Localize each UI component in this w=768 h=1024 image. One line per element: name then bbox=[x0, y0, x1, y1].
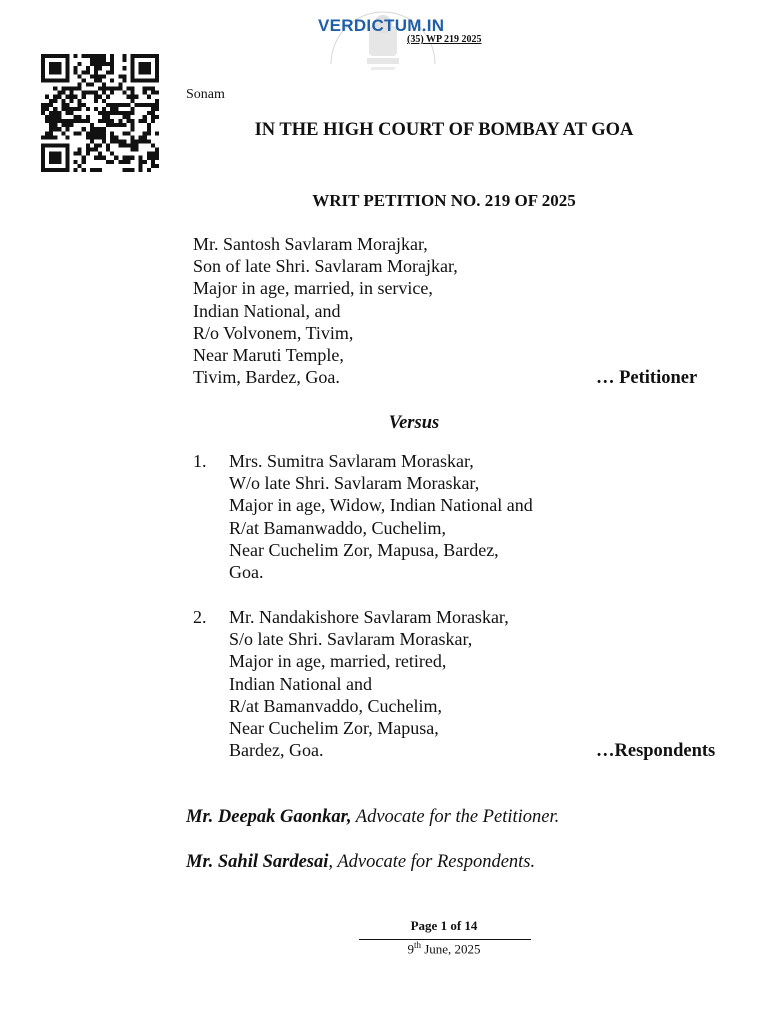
petitioner-line: Indian National, and bbox=[193, 300, 341, 321]
page-indicator bbox=[0, 918, 768, 934]
respondent-line: Indian National and bbox=[229, 673, 372, 694]
petitioner-line: Mr. Santosh Savlaram Morajkar, bbox=[193, 234, 428, 254]
respondent-advocate bbox=[186, 852, 535, 873]
petitioner-line: R/o Volvonem, Tivim, bbox=[193, 322, 354, 343]
respondent-number: 2. bbox=[193, 607, 207, 627]
respondent-line: S/o late Shri. Savlaram Moraskar, bbox=[229, 629, 473, 650]
respondent-line: W/o late Shri. Savlaram Moraskar, bbox=[229, 473, 480, 494]
page-prefix: Page bbox=[410, 918, 441, 933]
date-day: 9 bbox=[407, 941, 414, 957]
petitioner-advocate bbox=[186, 807, 559, 828]
advocate-role: , Advocate for Respondents. bbox=[328, 852, 536, 872]
respondents-role-label: …Respondents bbox=[596, 741, 716, 761]
page-separator: of bbox=[447, 918, 465, 933]
respondent-line: Near Cuchelim Zor, Mapusa, Bardez, bbox=[229, 539, 499, 560]
watermark-site-name: VERDICTUM.IN bbox=[318, 16, 445, 35]
petitioner-role-label: … Petitioner bbox=[596, 368, 698, 388]
respondent-line: Near Cuchelim Zor, Mapusa, bbox=[229, 718, 439, 739]
respondent-line: Goa. bbox=[229, 562, 264, 583]
respondent-line: Bardez, Goa. bbox=[229, 740, 324, 761]
respondent-line: Major in age, married, retired, bbox=[229, 651, 447, 672]
respondent-line: Mr. Nandakishore Savlaram Moraskar, bbox=[229, 607, 509, 627]
case-reference: (35) WP 219 2025 bbox=[407, 34, 482, 45]
respondent-line: Mrs. Sumitra Savlaram Moraskar, bbox=[229, 451, 474, 471]
date-rest: June, 2025 bbox=[420, 941, 481, 957]
petitioner-line: Son of late Shri. Savlaram Morajkar, bbox=[193, 256, 458, 277]
petitioner-details bbox=[193, 233, 458, 388]
petitioner-line: Near Maruti Temple, bbox=[193, 345, 344, 366]
date-suffix: th bbox=[413, 940, 421, 950]
petitioner-line: Major in age, married, in service, bbox=[193, 278, 433, 299]
respondent-2-details bbox=[229, 606, 509, 761]
page-number: 1 bbox=[440, 918, 448, 933]
petition-number: WRIT PETITION NO. 219 OF 2025 bbox=[312, 191, 576, 210]
versus-heading: Versus bbox=[388, 413, 440, 433]
respondent-number: 1. bbox=[193, 451, 207, 471]
respondent-line: R/at Bamanvaddo, Cuchelim, bbox=[229, 695, 442, 716]
page-total: 14 bbox=[464, 918, 478, 933]
judgment-date bbox=[0, 940, 768, 957]
advocate-role: Advocate for the Petitioner. bbox=[351, 807, 560, 827]
respondent-line: Major in age, Widow, Indian National and bbox=[229, 495, 533, 516]
court-title: IN THE HIGH COURT OF BOMBAY AT GOA bbox=[254, 120, 634, 140]
signer-name: Sonam bbox=[186, 87, 225, 102]
qr-code-icon bbox=[38, 54, 162, 172]
respondent-1-details bbox=[229, 450, 533, 583]
advocate-name: Mr. Deepak Gaonkar, bbox=[186, 807, 352, 827]
respondent-line: R/at Bamanwaddo, Cuchelim, bbox=[229, 517, 446, 538]
advocate-name: Mr. Sahil Sardesai bbox=[186, 852, 329, 872]
petitioner-line: Tivim, Bardez, Goa. bbox=[193, 367, 340, 388]
